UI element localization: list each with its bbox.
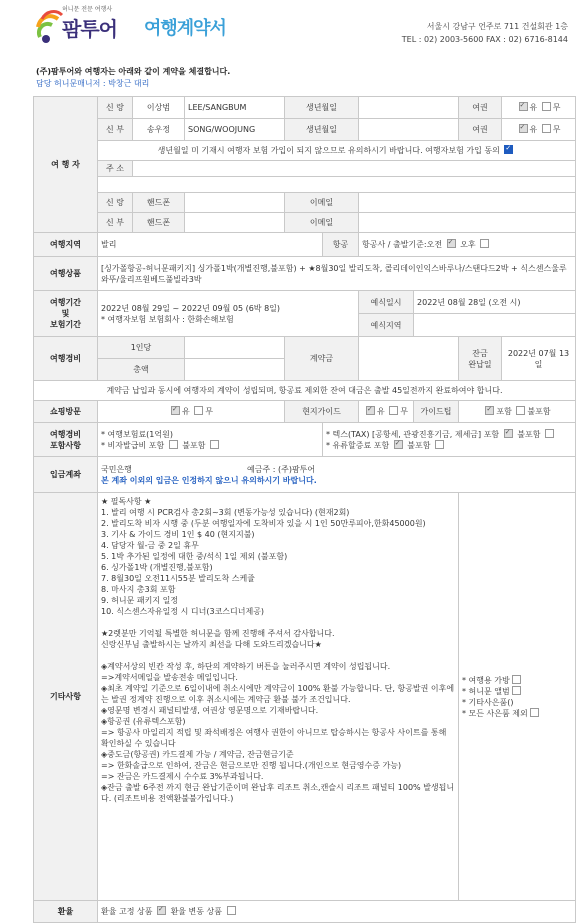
tip-label: 가이드팁 [414, 401, 459, 423]
address-field[interactable] [133, 161, 576, 177]
logo-tagline: 허니문 전문 여행사 [62, 6, 113, 13]
total-label: 총액 [98, 359, 185, 381]
groom-label: 신 랑 [98, 97, 133, 119]
excluded-label: 불포함 [517, 429, 541, 439]
address-label: 주 소 [98, 161, 133, 177]
visa-label: * 비자발급비 포함 [101, 440, 165, 450]
address-field-2[interactable] [98, 177, 576, 193]
intro [36, 66, 230, 90]
contact-line: TEL : 02) 2003-5600 FAX : 02) 6716-8144 [401, 35, 568, 44]
cost-note: 계약금 납입과 동시에 여행자의 계약이 성립되며, 항공료 제외한 잔여 대금은 출발 45일전까지 완료하여야 합니다. [34, 381, 576, 401]
logo-subtitle: 여행계약서 [144, 18, 226, 39]
bride-birth-field[interactable] [359, 119, 459, 141]
fuel-option [326, 440, 572, 451]
air-label: 항공 [323, 233, 359, 257]
bride-contact-label: 신 부 [98, 213, 133, 233]
period-label: 여행기간 및 보험기간 [34, 291, 98, 337]
shopping-no-checkbox[interactable] [194, 406, 203, 415]
bride-passport-options [502, 119, 576, 141]
groom-birth-label: 생년월일 [285, 97, 359, 119]
product-label: 여행상품 [34, 257, 98, 291]
insurance-consent [98, 141, 576, 161]
guide-options [359, 401, 414, 423]
pm-checkbox[interactable] [480, 239, 489, 248]
exchange-label: 환율 [34, 901, 98, 923]
bride-label: 신 부 [98, 119, 133, 141]
groom-email-field[interactable] [359, 193, 576, 213]
groom-passport-yes-checkbox[interactable] [519, 102, 528, 111]
intro-line1: (주)팜투어와 여행자는 아래와 같이 계약을 체결합니다. [36, 67, 231, 76]
gift-album [462, 686, 572, 697]
exchange-variable-checkbox[interactable] [227, 906, 236, 915]
gift-other [462, 697, 572, 708]
tip-options [459, 401, 576, 423]
gift-bag-label: * 여행용 가방 [462, 675, 510, 685]
balance-date[interactable]: 2022년 07월 13일 [502, 337, 576, 381]
account-holder: 예금주 : (주)팜투어 [247, 464, 316, 474]
inclusions-left [98, 423, 323, 457]
groom-phone-label: 핸드폰 [133, 193, 185, 213]
gift-album-checkbox[interactable] [512, 686, 521, 695]
bride-phone-label: 핸드폰 [133, 213, 185, 233]
address-line: 서울시 강남구 언주로 711 건설회관 1층 [426, 22, 568, 31]
groom-passport-no-checkbox[interactable] [542, 102, 551, 111]
bank-name: 국민은행 [101, 464, 132, 474]
air-value: 항공사 / 출발기준:오전 [362, 240, 443, 249]
wedding-value[interactable]: 2022년 08월 28일 (오전 시) [414, 291, 576, 314]
company-address [402, 20, 568, 46]
logo [34, 3, 274, 47]
guide-no-checkbox[interactable] [389, 406, 398, 415]
gift-album-label: * 허니문 앨범 [462, 686, 510, 696]
period-value: 2022년 08월 29일 ~ 2022년 09월 05 (6박 8일) [101, 303, 281, 313]
insurance-consent-checkbox[interactable] [504, 145, 513, 154]
account-line [101, 464, 572, 475]
wedding-label: 예식일시 [359, 291, 414, 314]
account-warning: 본 계좌 이외의 입금은 인정하지 않으니 유의하시기 바랍니다. [101, 475, 317, 485]
cost-label: 여행경비 [34, 337, 98, 381]
am-checkbox[interactable] [447, 239, 456, 248]
gift-none-checkbox[interactable] [530, 708, 539, 717]
logo-brand: 팜투어 [62, 17, 117, 41]
tax-label: * 텍스(TAX) [공항세, 관광진흥기금, 제세금] 포함 [326, 429, 500, 439]
excluded-label: 불포함 [527, 407, 551, 416]
visa-included-checkbox[interactable] [169, 440, 178, 449]
no-label: 무 [400, 407, 409, 416]
per-person-label: 1인당 [98, 337, 185, 359]
fuel-excluded-checkbox[interactable] [435, 440, 444, 449]
account-info [98, 457, 576, 493]
guide-label: 현지가이드 [285, 401, 359, 423]
excluded-label: 불포함 [407, 440, 431, 450]
yes-label: 유 [181, 407, 190, 416]
tip-excluded-checkbox[interactable] [516, 406, 525, 415]
exchange-variable-label: 환율 변동 상품 [170, 907, 223, 916]
exchange-options [98, 901, 576, 923]
tax-excluded-checkbox[interactable] [545, 429, 554, 438]
groom-english-name[interactable]: LEE/SANGBUM [185, 97, 285, 119]
exchange-fixed-checkbox[interactable] [157, 906, 166, 915]
region-label: 여행지역 [34, 233, 98, 257]
no-label: 무 [205, 407, 213, 416]
bride-passport-yes-checkbox[interactable] [519, 124, 528, 133]
bride-birth-label: 생년월일 [285, 119, 359, 141]
visa-excluded-checkbox[interactable] [210, 440, 219, 449]
yes-label: 유 [529, 125, 538, 134]
contract-table [33, 96, 576, 923]
tip-included-checkbox[interactable] [485, 406, 494, 415]
tax-option [326, 429, 572, 440]
insurer-value: * 여행자보험 보험회사 : 한화손해보험 [101, 314, 234, 324]
venue-label: 예식지역 [359, 314, 414, 337]
groom-name[interactable]: 이상범 [133, 97, 185, 119]
deposit-label: 계약금 [285, 337, 359, 381]
balance-label: 잔금 완납일 [459, 337, 502, 381]
yes-label: 유 [377, 407, 385, 416]
no-label: 무 [552, 125, 561, 134]
venue-field[interactable] [414, 314, 576, 337]
visa-option [101, 440, 319, 451]
yes-label: 유 [529, 103, 538, 112]
included-label: 포함 [496, 407, 512, 416]
inclusions-right [323, 423, 576, 457]
bride-passport-label: 여권 [459, 119, 502, 141]
deposit-field[interactable] [359, 337, 459, 381]
gift-bag [462, 675, 572, 686]
groom-passport-options [502, 97, 576, 119]
gift-other-label: * 기타사은품() [462, 697, 514, 707]
excluded-label: 불포함 [182, 440, 206, 450]
groom-phone-field[interactable] [185, 193, 285, 213]
per-person-field[interactable] [185, 337, 285, 359]
tax-included-checkbox[interactable] [504, 429, 513, 438]
bride-email-label: 이메일 [285, 213, 359, 233]
bride-phone-field[interactable] [185, 213, 285, 233]
header [0, 0, 578, 58]
gift-options [459, 493, 576, 901]
region-value: 발리 [98, 233, 323, 257]
air-options [359, 233, 576, 257]
fuel-label: * 유류할증료 포함 [326, 440, 390, 450]
account-label: 입금계좌 [34, 457, 98, 493]
bride-email-field[interactable] [359, 213, 576, 233]
fuel-included-checkbox[interactable] [394, 440, 403, 449]
traveler-label: 여 행 자 [34, 97, 98, 233]
exchange-fixed-label: 환율 고정 상품 [101, 907, 153, 916]
no-label: 무 [552, 103, 561, 112]
insurance-fee: * 여행보험료(1억원) [101, 429, 173, 439]
gift-bag-checkbox[interactable] [512, 675, 521, 684]
other-notes: ★ 필독사항 ★ 1. 발리 여행 시 PCR검사 총2회~3회 (변동가능성 있습니다) (현재2회) 2. 발리도착 비자 시행 중 (두분 여행일자에 도착비자 있을 시 1인 50만루피아,한화45000원) 3. 기사 & 가이드 경비 1인 $ 40 (현지지불) 4. 담당자 월-금 중 2일 휴무 5. 1박 추가된 일정에 대한 중/석식 1일 제외 (불포함) 6. 싱가폴1박 (개별진행,불포함) 7. 8월30일 오전11시55분 발리도착 스케쥴 8. 마사지 총3회 포함 9. 허니문 패키지 일정 10. 식스센스자유일정 시 디너(3코스디너제공) ★2렛분만 기억될 특별한 허니문을 함께 진행해 주셔서 감사합니다. 신랑신부님 출발하시는 날까지 최선을 다해 도와드리겠습니다★ ◈계약서상의 빈칸 작성 후, 하단의 계약하기 버튼을 눌러주시면 계약이 성립됩니다. =>계약서메일을 발송전송 메일입니다. ◈최초 계약일 기준으로 6일이내에 취소시에만 계약금이 100% 환불 가능합니다. 단, 항공발권 이후에는 발권 정계약 진행으로 이후 취소시에는 계약금 환불 불가 조건입니다. ◈영문명 변경시 패널티발생, 여권상 영문명으로 기재바랍니다. ◈항공권 (유류텍스포함) => 항공사 마일리지 적립 및 좌석배정은 여행사 권한이 아니므로 탑승하시는 항공사 사이트를 통해 확인하실 수 있습니다 ◈중도금(항공권) 카드결제 가능 / 계약금, 잔금현금기준 => 한화솔급으로 인하여, 잔금은 현금으로만 진행 됩니다.(개인으로 현금영수증 가능) => 잔금은 카드결제시 수수료 3%부과됩니다. ◈잔금 출발 6주전 까지 현금 완납기준이며 완납후 리조트 취소,캔슬시 리조트 패널티 100% 발생됩니다. (리조트비용 전액환불불가입니다.) [98, 493, 459, 901]
groom-birth-field[interactable] [359, 97, 459, 119]
groom-contact-label: 신 랑 [98, 193, 133, 213]
inclusions-label: 여행경비 포함사항 [34, 423, 98, 457]
intro-manager: 담당 허니문매니저 : 박창근 대리 [36, 79, 150, 88]
bride-passport-no-checkbox[interactable] [542, 124, 551, 133]
product-value: [싱가폴항공-허니문패키지] 싱가폴1박(개별진행,불포함) + ★8월30일 발리도착, 콜리데이인익스바루나/스탠다드2박 + 식스센스울루와뚜/울리프원베드풀빌라3박 [98, 257, 576, 291]
shopping-options [98, 401, 285, 423]
logo-swirl-icon [34, 7, 64, 47]
other-label: 기타사항 [34, 493, 98, 901]
bride-name[interactable]: 송우정 [133, 119, 185, 141]
insurance-note: 생년월일 미 기재시 여행자 보험 가입이 되지 않으므로 유의하시기 바랍니다. 여행자보험 가입 동의 [157, 146, 500, 155]
groom-passport-label: 여권 [459, 97, 502, 119]
gift-none [462, 708, 572, 719]
shopping-label: 쇼핑방문 [34, 401, 98, 423]
period-info [98, 291, 359, 337]
shopping-yes-checkbox[interactable] [171, 406, 180, 415]
bride-english-name[interactable]: SONG/WOOJUNG [185, 119, 285, 141]
pm-label: 오후 [460, 240, 476, 249]
guide-yes-checkbox[interactable] [366, 406, 375, 415]
gift-none-label: * 모든 사은품 제외 [462, 708, 528, 718]
groom-email-label: 이메일 [285, 193, 359, 213]
total-field[interactable] [185, 359, 285, 381]
